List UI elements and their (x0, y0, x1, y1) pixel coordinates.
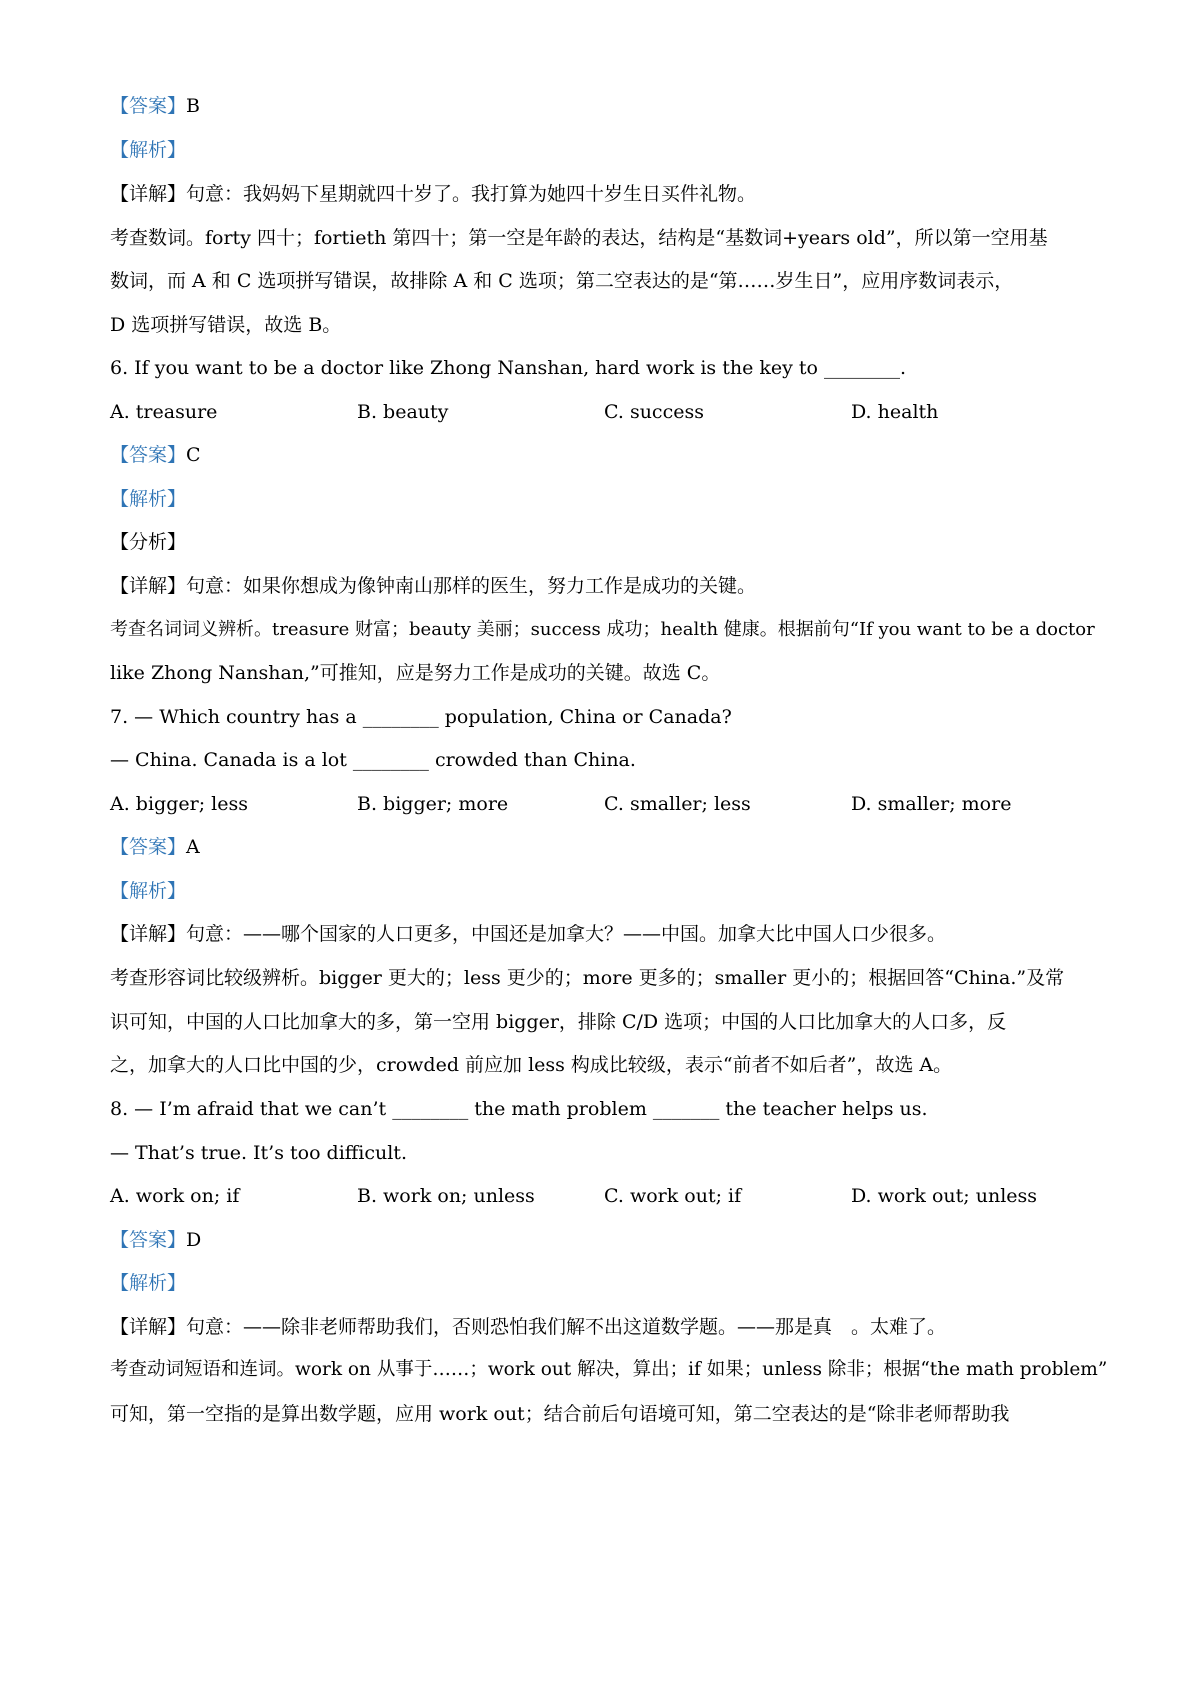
option-d: D. health (851, 401, 939, 423)
explanation-line: 考查动词短语和连词。work on 从事于……；work out 解决，算出；if 如果；unless 除非；根据“the math problem” (110, 1359, 1108, 1380)
answer-tag: 【答案】 (110, 95, 187, 117)
analysis-tag: 【解析】 (110, 139, 187, 161)
explanation-line: 之，加拿大的人口比中国的少，crowded 前应加 less 构成比较级，表示“前者不如后者”，故选 A。 (110, 1054, 953, 1076)
analysis-tag: 【解析】 (110, 1272, 187, 1294)
explanation-line: 识可知，中国的人口比加拿大的多，第一空用 bigger，排除 C/D 选项；中国的人口比加拿大的人口多，反 (110, 1011, 1007, 1033)
answer-line (110, 1228, 1110, 1252)
explanation-line: 可知，第一空指的是算出数学题，应用 work out；结合前后句语境可知，第二空表达的是“除非老师帮助我 (110, 1403, 1010, 1425)
answer-value: D (186, 1229, 202, 1251)
analysis-tag: 【解析】 (110, 880, 187, 902)
explanation-line: 数词，而 A 和 C 选项拼写错误，故排除 A 和 C 选项；第二空表达的是“第……岁生日”，应用序数词表示， (110, 270, 1014, 292)
question-text: — That’s true. It’s too difficult. (110, 1142, 407, 1164)
option-c: C. work out; if (604, 1185, 742, 1207)
option-b: B. bigger; more (357, 793, 509, 815)
explanation-line: like Zhong Nanshan,”可推知，应是努力工作是成功的关键。故选 C。 (110, 662, 721, 684)
option-b: B. beauty (357, 401, 449, 423)
option-c: C. success (604, 401, 704, 423)
detail-line: 【详解】句意：——哪个国家的人口更多，中国还是加拿大？——中国。加拿大比中国人口少很多。 (110, 923, 947, 945)
question-text: — China. Canada is a lot ________ crowded than China. (110, 749, 636, 771)
answer-tag: 【答案】 (110, 1229, 187, 1251)
option-a: A. bigger; less (110, 793, 248, 815)
answer-line (110, 835, 1110, 859)
answer-value: C (186, 444, 201, 466)
answer-value: B (186, 95, 200, 117)
explanation-line: 考查名词词义辨析。treasure 财富；beauty 美丽；success 成功；health 健康。根据前句“If you want to be a doctor (110, 619, 1095, 640)
detail-line: 【详解】句意：我妈妈下星期就四十岁了。我打算为她四十岁生日买件礼物。 (110, 183, 757, 205)
explanation-line: 考查形容词比较级辨析。bigger 更大的；less 更少的；more 更多的；smaller 更小的；根据回答“China.”及常 (110, 967, 1065, 989)
option-a: A. treasure (110, 401, 218, 423)
explanation-line: D 选项拼写错误，故选 B。 (110, 314, 342, 336)
explanation-line: 考查数词。forty 四十；fortieth 第四十；第一空是年龄的表达，结构是“基数词+years old”，所以第一空用基 (110, 227, 1048, 249)
answer-tag: 【答案】 (110, 444, 187, 466)
question-text: 7. — Which country has a ________ population, China or Canada? (110, 706, 732, 728)
answer-tag: 【答案】 (110, 836, 187, 858)
option-b: B. work on; unless (357, 1185, 535, 1207)
detail-line: 【详解】句意：——除非老师帮助我们，否则恐怕我们解不出这道数学题。——那是真 。太难了。 (110, 1316, 947, 1338)
option-d: D. work out; unless (851, 1185, 1038, 1207)
answer-line (110, 443, 1110, 467)
option-d: D. smaller; more (851, 793, 1012, 815)
option-a: A. work on; if (110, 1185, 240, 1207)
answer-value: A (186, 836, 200, 858)
answer-line (110, 94, 1110, 118)
detail-line: 【详解】句意：如果你想成为像钟南山那样的医生，努力工作是成功的关键。 (110, 575, 757, 597)
question-text: 6. If you want to be a doctor like Zhong Nanshan, hard work is the key to ________. (110, 357, 907, 379)
analysis-tag: 【解析】 (110, 488, 187, 510)
analysis-note-tag: 【分析】 (110, 531, 187, 553)
option-c: C. smaller; less (604, 793, 751, 815)
question-text: 8. — I’m afraid that we can’t ________ the math problem _______ the teacher helps us. (110, 1098, 928, 1120)
